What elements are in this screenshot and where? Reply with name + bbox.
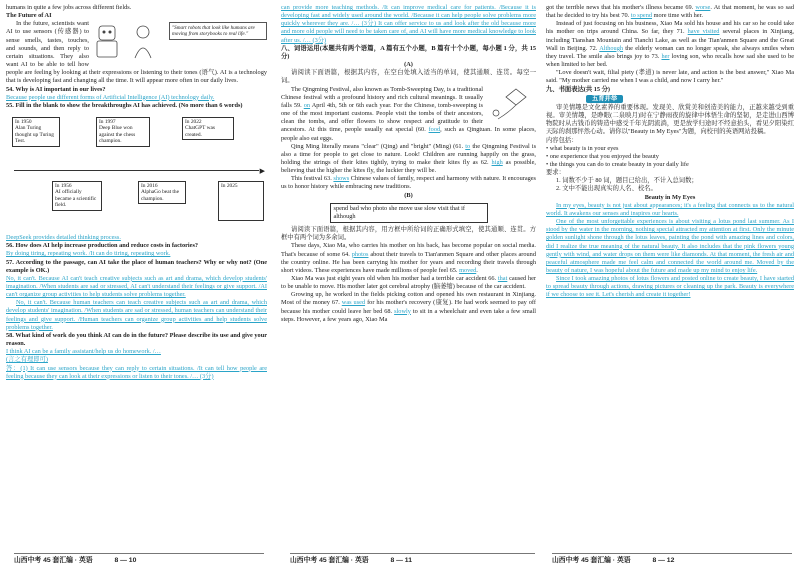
word-bank-box: spend bad who photo she move use slow visit that if although	[330, 203, 488, 223]
essay-title: Beauty in My Eyes	[644, 193, 696, 201]
text: This festival 63.	[291, 175, 332, 183]
answer-58-b: (言之有理即可)	[6, 356, 48, 364]
section-9-heading: 九、书面表达(共 15 分)	[546, 85, 611, 93]
blank-61: to	[465, 142, 471, 150]
timeline-1950: In 1950 Alan Turing thought up Turing Test.	[12, 117, 60, 147]
writing-prompt: 审美情趣是文化素养的重要体现。发现美、欣赏美和创造美的能力，正越来越受到重视。审美情趣，是睁眼(二泉映月)时在宁静雨夜的旋律中体悟生命的坚韧，是走进山西博物院时从古钱币的铸造中感受千年光阴流淌，更是放学归途时不经意抬头，看见夕阳染红天际的刹那怦然心动。请你以"Beauty in My Eyes"为题，向校刊的英语网站投稿。	[546, 103, 794, 136]
footer-page-number: 8 — 12	[652, 557, 675, 564]
text: These days, Xiao Ma, who carries his mother on his back, has become popular on social media. That's because of some 64.	[281, 242, 536, 258]
section-heading: The Future of AI	[6, 12, 52, 20]
footer-left	[14, 553, 264, 564]
blank-number: 59.	[293, 101, 302, 109]
text: about their travels to Tian'anmen Square and other places around the country online. He has been carrying his mother for years and recording their travels through short videos. These experiences have made millions of people feel 65.	[281, 250, 536, 274]
answer-57-b: No, it can't. Because human teachers can teach creative subjects such as art and drama, which develop students' imagination. /When students are sad or stressed, human teachers can understand their feelings and give support. /Human teachers can organize group activities and help students solve problems together.	[6, 299, 267, 331]
blank-66: that	[497, 275, 508, 282]
text: Growing up, he worked in the fields picking cotton and opened his own restaurant in Xinjiang. Most of the money 67.	[281, 291, 536, 307]
question-58: 58. What kind of work do you think AI can do in the future? Please describe its use and give your reason.	[6, 331, 267, 348]
text: caused her to be unable to move. His mother later got cerebral atrophy (脑萎缩) because of the car accident.	[281, 275, 536, 291]
footer-title: 山西中考 45 套汇编 · 英语	[552, 557, 631, 564]
text: April 4th, 5th or 6th each year. For the Chinese, tomb-sweeping is one of the most important customs. People visit the tombs of their ancestors, clean the tombs, and offer flowers to show respect and gratitude to their ancestors. At this time, people usually eat special (60.	[281, 101, 483, 134]
blank-65: moved	[459, 266, 477, 274]
intro-tail: humans in quite a few jobs across different fields.	[6, 4, 132, 11]
passage-b-para3	[281, 291, 536, 324]
question-55: 55. Fill in the blank to show the breakthroughs AI has achieved. (No more than 6 words)	[6, 101, 243, 109]
footer-middle	[290, 553, 535, 564]
text: Xiao Ma was just eight years old when his mother had a terrible car accident 66.	[291, 275, 497, 282]
column-right	[546, 4, 794, 300]
text: Instead of just focusing on his business, Xiao Ma sold his house and his car so he could take his mother on trips around China. So far, they 71.	[546, 20, 794, 36]
blank-73: her	[661, 52, 670, 60]
text: more time with her.	[653, 12, 703, 20]
subsection-b: (B)	[404, 191, 413, 199]
passage-b-para4	[546, 4, 794, 20]
text: Chinese values of family, respect and harmony with nature. It encourages us to honor history while embracing new traditions.	[281, 175, 537, 191]
footer-page-number: 8 — 11	[390, 557, 412, 564]
blank-64: photos	[351, 250, 369, 258]
blank-71: have visited	[687, 28, 720, 36]
passage-b-para2	[281, 275, 536, 291]
timeline-2025: In 2025	[218, 181, 264, 221]
question-56: 56. How does AI help increase production and reduce costs in factories?	[6, 242, 199, 250]
question-57: 57. According to the passage, can AI take the place of human teachers? Why or why not? (One example is OK.)	[6, 258, 267, 274]
timeline-axis	[14, 170, 259, 171]
bullet-2: • one experience that you enjoyed the beauty	[546, 152, 659, 160]
text: for his mother's recovery (康复). He had work seemed to pay off because his mother could leave her bed 68.	[281, 299, 536, 315]
instruction-b: 请阅读下面语篇，根据其内容，用方框中所给词的正确形式填空，使其通顺、连贯。方框中有两个词为多余词。	[281, 226, 536, 242]
column-middle	[281, 4, 536, 324]
bullet-1: • what beauty is in your eyes	[546, 144, 619, 152]
text: The Qingming Festival, also known as Tomb-Sweeping Day, is a traditional Chinese festival with a profound history and rich cultural meanings. It usually falls	[281, 85, 483, 109]
text: as possible, believing that the higher the kites fly, the luckier they will be.	[281, 158, 537, 175]
blank-63: shows	[333, 175, 350, 183]
text: to sit in a wheelchair and even take a few small steps. However, a few years ago, Xiao Ma	[281, 307, 537, 323]
blank-69: worse	[695, 4, 711, 11]
blank-62: high	[491, 158, 503, 166]
requirement-2: 2. 文中不能出现真实的人名、校名。	[556, 185, 657, 193]
question-54: 54. Why is AI important in our lives?	[6, 85, 106, 93]
section-8-heading: 八、词语运用(本题共有两个语篇，A 篇有五个小题，B 篇有十个小题，每小题 1 分，共 15 分)	[281, 44, 536, 60]
text: the Qingming Festival is also a time for people to get close to nature. Look! Children are running happily on the grass, holding the strings of their kites tightly, trying to make their kites fly as 62.	[281, 142, 537, 166]
blank-68: slowly	[394, 307, 411, 315]
column-left	[6, 4, 267, 381]
passage-b-para5	[546, 20, 794, 69]
answer-58-cont: can provide more teaching methods. /It can improve medical care for patients. /Because it is developing fast and widely used around the world. /Because it can help people solve problems more quickly wherever they are. /… (3分) It can offer service to us and look after the old because more and more old people will need to be taken care of, and AI will have more medical knowledge to look after us. /… (3分)	[281, 4, 536, 44]
answer-54: Because people use different forms of Artificial Intelligence (AI) technology daily.	[6, 93, 215, 101]
ai-timeline	[6, 113, 267, 231]
timeline-1956: In 1956 AI officially became a scientific field.	[52, 181, 102, 211]
footer-title: 山西中考 45 套汇编 · 英语	[14, 557, 93, 564]
text: several places in Xinjiang, including Tianshan Mountain and Tianchi Lake, as well as the Tian'anmen Square and the Great Wall in Beijing. 72.	[546, 28, 794, 52]
footer-page-number: 8 — 10	[114, 557, 137, 564]
passage-b-para1: These days, Xiao Ma, who carries his mother on his back, has become popular on social media. That's because of some 64. photos about their travels to Tian'anmen Square and other places around the country online. He has been carrying his mother for years and recording their travels through short videos. These experiences have made millions of people feel 65. moved.	[281, 242, 536, 274]
blank-67: was used	[341, 299, 366, 307]
subsection-a: (A)	[404, 61, 413, 69]
instruction-a: 请阅读下面语篇，根据其内容，在空白处填入适当的单词，使其通顺、连贯。每空一词。	[281, 69, 536, 85]
requirement-1: 1. 词数不少于 80 词，题目已给出，不计入总词数；	[556, 177, 698, 185]
passage-b-para6: "Love doesn't wait, filial piety (孝道) is never late, and action is the best answer," Xiao Ma said. "My mother carried me when I was a child, and now I carry her."	[546, 69, 794, 85]
blank-72: Although	[599, 44, 624, 52]
text: . At that moment, he was so sad that he decided to try his best 70.	[546, 4, 794, 20]
essay-para-3: Since I took amazing photos of lotus flowers and posted online to create beauty, I have started to spread beauty through actions, drawing pictures or cleaning up the park. Beauty is everywhere if we choose to see it. Let's cherish and create it together!	[546, 275, 794, 299]
timeline-2016: In 2016 AlphaGo beat the champion.	[138, 181, 186, 204]
essay-para-2: One of the most unforgettable experiences is about visiting a lotus pond last summer. As I stood by the water in the morning, nothing special attracted my attention at first. Only the minute golden sunlight shone through the lotus leaves, painting the pond with amazing lines and colors, did I realize the true meaning of the natural beauty. It also includes that the pink flowers young gently with wind, and water drops on them were like diamonds. At that moment, the fresh air and peaceful atmosphere made me feel calm and connected the world around me. Moved by the beauty of nature, I was hopeful about the future and made up my mind to enjoy life.	[546, 218, 794, 274]
kite-illustration	[486, 87, 536, 121]
bullet-3: • the things you can do to create beauty in your daily life	[546, 160, 689, 168]
requirements-heading: 要求：	[546, 169, 565, 177]
blank-70: to spend	[630, 12, 652, 20]
answer-56: By doing tiring, repeating work. /It can do tiring, repeating work.	[6, 250, 171, 258]
passage-a-para2	[281, 143, 536, 176]
answer-55: DeepSeek provides detailed thinking process.	[6, 234, 121, 242]
footer-right	[552, 553, 792, 564]
five-education-badge: 五育并举	[586, 95, 623, 103]
timeline-1997: In 1997 Deep Blue won against the chess champion.	[96, 117, 150, 147]
passage-a-para3	[281, 175, 536, 191]
answer-58-c: 答：(1) It can use sensors because they can reply to certain situations. /It can tell how people are feeling because they can look at their expressions or listen to their tones. /… (3分)	[6, 364, 267, 380]
text: loving son, who recalls how sad she used to be when limited to her bed.	[546, 52, 794, 69]
blank-60: food	[428, 126, 441, 134]
answer-58-a: I think AI can be a family assistant/help us do homework. /…	[6, 348, 161, 356]
arrow-right-icon: ▶	[259, 167, 265, 176]
footer-title: 山西中考 45 套汇编 · 英语	[290, 557, 369, 564]
timeline-2022: In 2022 ChatGPT was created.	[182, 117, 234, 140]
content-heading: 内容包括：	[546, 136, 578, 144]
text: , such as Qingtuan. In some places, people also eat eggs.	[281, 126, 536, 142]
answer-57-a: No, it can't. Because AI can't teach creative subjects such as art and drama, which develop students' imagination. /When students are sad or stressed, AI can't understand their feelings or give support. /AI can't organize group activities to help students solve problems together.	[6, 274, 267, 299]
robot-illustration	[93, 20, 165, 60]
text: the elderly woman can no longer speak, she always smiles when they travel. The smile also brings joy to 73.	[546, 44, 794, 60]
text: Qing Ming literally means "clear" (Qing) and "bright" (Ming) (61.	[291, 142, 464, 150]
blank-59: on	[303, 101, 311, 109]
paragraph-future-ai: In the future, scientists want AI to use sensors (传感器) to sense smells, tastes, touches, and sounds, and then reply to certain situations. They also want AI to be able to tell how people are feeling by looking at their expressions or listening to their tones (语气). AI is a technology that is developing fast and changing all the time. It will appear more often in our daily lives.	[6, 20, 267, 85]
text: got the terrible news that his mother's illness became 69.	[546, 4, 694, 11]
robot-quote-bubble: "Smart robots that look like humans are moving from storybooks to real life."	[169, 22, 267, 40]
essay-para-1: In my eyes, beauty is not just about appearances; it's a feeling that connects us to the natural world. It awakens our senses and inspires our hearts.	[546, 201, 794, 217]
